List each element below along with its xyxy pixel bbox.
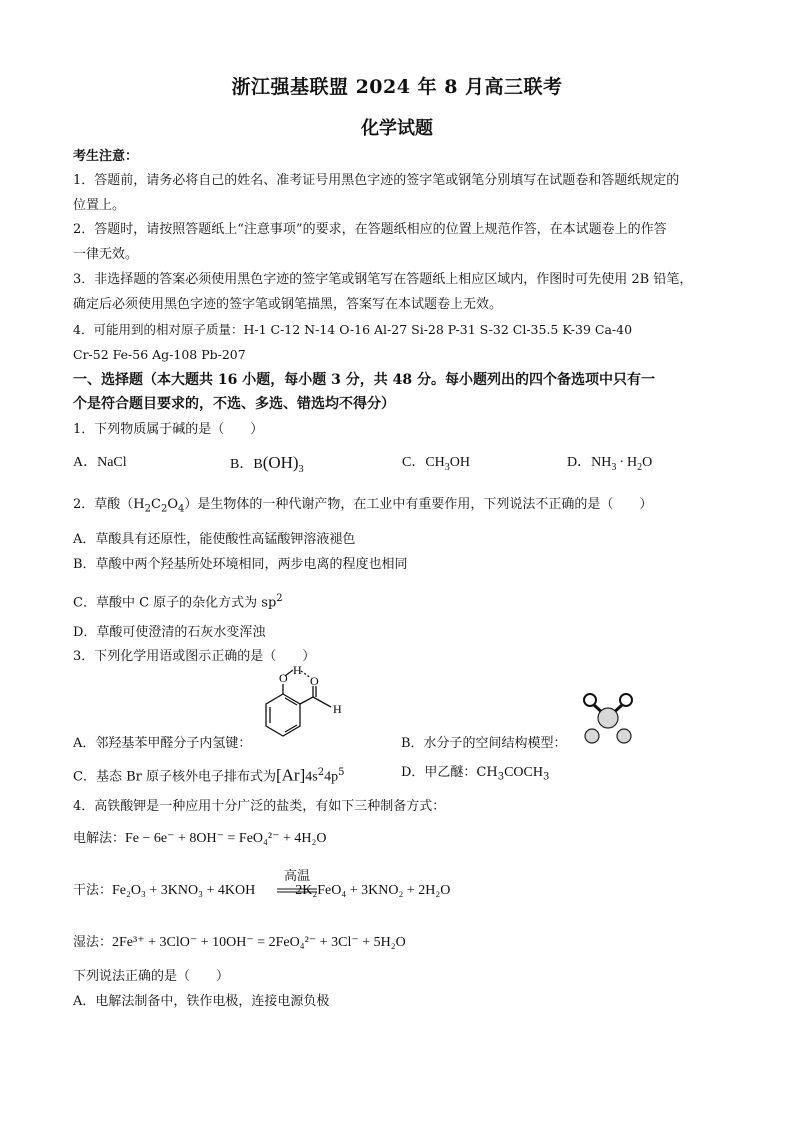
q2-option-a: A．草酸具有还原性，能使酸性高锰酸钾溶液褪色 (73, 532, 356, 547)
q3-option-a: A．邻羟基苯甲醛分子内氢键： (73, 736, 252, 751)
q4-dry-method-equation: 干法：Fe₂O₃ + 3KNO₃ + 4KOH 2K₂FeO₄ + 3KNO₂ + 2H₂O (73, 883, 451, 898)
notice-item-3-line-2: 确定后必须使用黑色字迹的签字笔或钢笔描黑，答案写在本试题卷上无效。 (73, 297, 503, 312)
q1-stem: 1．下列物质属于碱的是（ ） (73, 422, 264, 437)
q2-option-d: D．草酸可使澄清的石灰水变浑浊 (73, 625, 266, 640)
notice-heading: 考生注意： (73, 149, 139, 164)
q4-wet-method-equation: 湿法：2Fe³⁺ + 3ClO⁻ + 10OH⁻ = 2FeO₄²⁻ + 3Cl⁻ + 5H₂O (73, 935, 406, 950)
exam-title: 浙江强基联盟 2024 年 8 月高三联考 (231, 76, 563, 98)
molecule-hydrogen-label: H (293, 663, 302, 677)
q2-stem: 2．草酸$(H_2C_2O_4)$是生物体的一种代谢产物，在工业中有重要作用，下列说法不正确的是（ ） (73, 497, 653, 515)
q1-option-b: B．$B(OH)_3$ (230, 453, 304, 475)
water-molecule-model-diagram (578, 690, 638, 750)
notice-item-2-line-2: 一律无效。 (73, 247, 139, 262)
q1-option-c: C．$CH_3OH$ (402, 455, 471, 473)
q3-option-d: D．甲乙醚：$CH_3COCH_3$ (401, 765, 550, 783)
q4-electrolysis-equation: 电解法：Fe − 6e⁻ + 8OH⁻ = FeO₄²⁻ + 4H₂O (73, 831, 327, 846)
q3-option-c: C．基态 Br 原子核外电子排布式为$[Ar]4s^24p^5$ (73, 765, 345, 785)
q4-question: 下列说法正确的是（ ） (73, 969, 230, 984)
q4-option-a: A．电解法制备中，铁作电极，连接电源负极 (73, 994, 330, 1009)
notice-item-3-line-1: 3．非选择题的答案必须使用黑色字迹的签字笔或钢笔写在答题纸上相应区域内，作图时可先使用 2B 铅笔， (73, 272, 693, 287)
exam-subtitle: 化学试题 (361, 118, 433, 139)
section-1-heading-line-2: 个是符合题目要求的，不选、多选、错选均不得分） (73, 396, 395, 412)
q1-option-d: D．$NH_3 \cdot H_2O$ (567, 455, 653, 473)
notice-item-4-line-1: 4．可能用到的相对原子质量：H-1 C-12 N-14 O-16 Al-27 Si-28 P-31 S-32 Cl-35.5 K-39 Ca-40 (73, 322, 633, 337)
q1-option-a: A．NaCl (73, 455, 127, 470)
q2-option-c: C．草酸中 C 原子的杂化方式为 $sp^2$ (73, 593, 283, 611)
notice-item-1-line-1: 1．答题前，请务必将自己的姓名、准考证号用黑色字迹的签字笔或钢笔分别填写在试题卷和答题纸规定的 (73, 173, 680, 188)
notice-item-1-line-2: 位置上。 (73, 198, 126, 213)
molecule-oxygen-label: O (279, 671, 288, 685)
q4-dry-condition-label: 高温 (283, 869, 310, 884)
notice-item-4-line-2: Cr-52 Fe-56 Ag-108 Pb-207 (73, 347, 246, 362)
q4-reaction-equal-sign (277, 888, 317, 894)
notice-item-2-line-1: 2．答题时，请按照答题纸上“注意事项”的要求，在答题纸相应的位置上规范作答，在本试题卷上的作答 (73, 222, 667, 237)
q3-option-b: B．水分子的空间结构模型： (401, 736, 567, 751)
molecule-carbonyl-oxygen-label: O (310, 674, 319, 688)
molecule-aldehyde-hydrogen-label: H (333, 702, 342, 716)
section-1-heading-line-1: 一、选择题（本大题共 16 小题，每小题 3 分，共 48 分。每小题列出的四个备选项中只有一 (73, 372, 655, 388)
q4-stem: 4．高铁酸钾是一种应用十分广泛的盐类，有如下三种制备方式： (73, 799, 446, 814)
q2-option-b: B．草酸中两个羟基所处环境相同，两步电离的程度也相同 (73, 557, 408, 572)
salicylaldehyde-structure-diagram (255, 664, 355, 754)
q3-stem: 3．下列化学用语或图示正确的是（ ） (73, 649, 316, 664)
